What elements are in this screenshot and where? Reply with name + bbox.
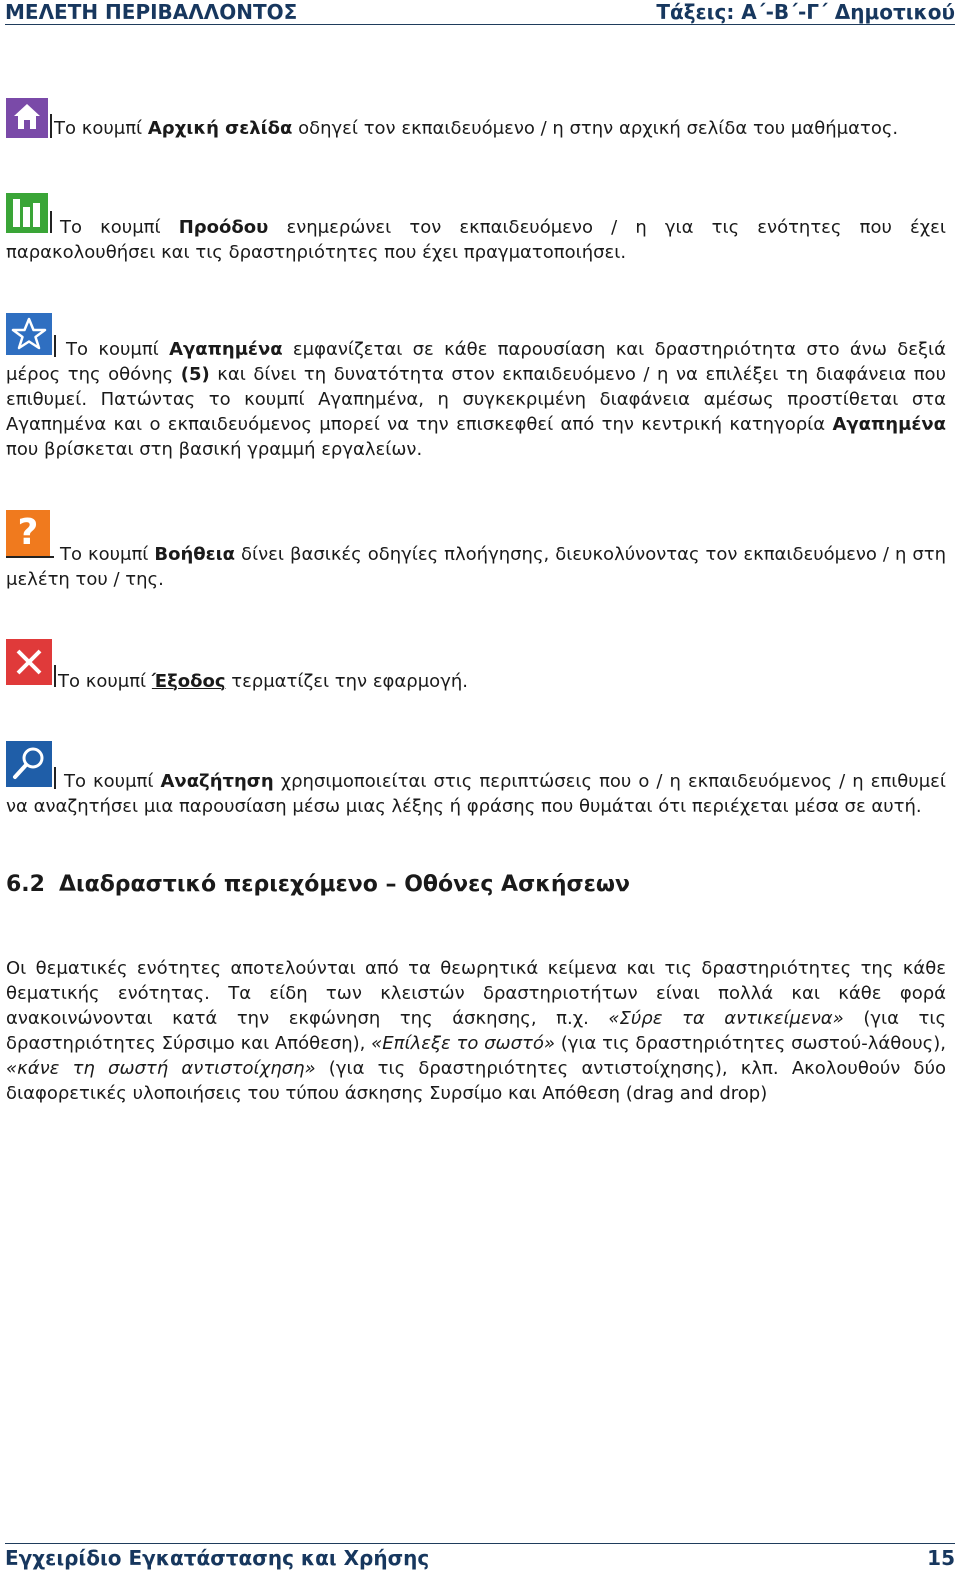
header-grades: Τάξεις: Α΄-Β΄-Γ΄ Δημοτικού [656, 0, 955, 24]
home-icon [6, 96, 54, 140]
help-button-description: ? Το κουμπί Βοήθεια δίνει βασικές οδηγίες πλοήγησης, διευκολύνοντας τον εκπαιδευόμενο / η στη μελέτη του / της. [6, 512, 946, 590]
progress-button-description: Το κουμπί Προόδου ενημερώνει τον εκπαιδευόμενο / η για τις ενότητες που έχει παρακολουθήσει και τις δραστηριότητες που έχει πραγματοποιήσει. [6, 193, 946, 265]
search-button-description: Το κουμπί Αναζήτηση χρησιμοποιείται στις περιπτώσεις που ο / η εκπαιδευόμενος / η επιθυμεί να αναζητήσει μια παρουσίαση μέσω μιας λέξης ή φράσης που θυμάται ότι περιέχεται μέσα σε αυτή. [6, 741, 946, 819]
section-heading [6, 872, 630, 897]
home-button-description: Το κουμπί Αρχική σελίδα οδηγεί τον εκπαιδευόμενο / η στην αρχική σελίδα του μαθήματος. [6, 96, 946, 140]
page-number: 15 [927, 1546, 955, 1570]
section-number: 6.2 [6, 872, 45, 897]
section-title: Διαδραστικό περιεχόμενο – Οθόνες Ασκήσεων [58, 872, 630, 897]
page-header [5, 0, 955, 25]
exit-close-icon [6, 639, 58, 687]
star-icon [6, 313, 56, 359]
exit-button-description: Το κουμπί Έξοδος τερματίζει την εφαρμογή. [6, 639, 946, 687]
progress-chart-icon [6, 193, 54, 235]
search-icon [6, 741, 56, 789]
footer-title: Εγχειρίδιο Εγκατάστασης και Χρήσης [5, 1546, 430, 1570]
body-paragraph: Οι θεματικές ενότητες αποτελούνται από τα θεωρητικά κείμενα και τις δραστηριότητες της κάθε θεματικής ενότητας. Τα είδη των κλειστών δραστηριοτήτων είναι πολλά και κάθε φορά ανακοινώνονται κατά την εκφώνηση της άσκησης, π.χ. «Σύρε τα αντικείμενα» (για τις δραστηριότητες Σύρσιμο και Απόθεση), «Επίλεξε το σωστό» (για τις δραστηριότητες σωστού-λάθους), «κάνε τη σωστή αντιστοίχηση» (για τις δραστηριότητες αντιστοίχησης), κλπ. Ακολουθούν δύο διαφορετικές υλοποιήσεις του τύπου άσκησης Συρσίμο και Απόθεση (drag and drop) [6, 958, 947, 1104]
favorites-button-description: Το κουμπί Αγαπημένα εμφανίζεται σε κάθε παρουσίαση και δραστηριότητα στο άνω δεξιά μέρος της οθόνης (5) και δίνει τη δυνατότητα στον εκπαιδευόμενο / η να επιλέξει τη διαφάνεια που επιθυμεί. Πατώντας το κουμπί Αγαπημένα, η συγκεκριμένη διαφάνεια αμέσως προστίθεται στα Αγαπημένα και ο εκπαιδευόμενος μπορεί να την επισκεφθεί από την κεντρική κατηγορία Αγαπημένα που βρίσκεται στη βασική γραμμή εργαλείων. [6, 313, 946, 462]
page-footer [5, 1543, 955, 1570]
svg-text:?: ? [17, 512, 39, 553]
header-subject: ΜΕΛΕΤΗ ΠΕΡΙΒΑΛΛΟΝΤΟΣ [5, 0, 298, 24]
help-question-icon [6, 510, 54, 560]
